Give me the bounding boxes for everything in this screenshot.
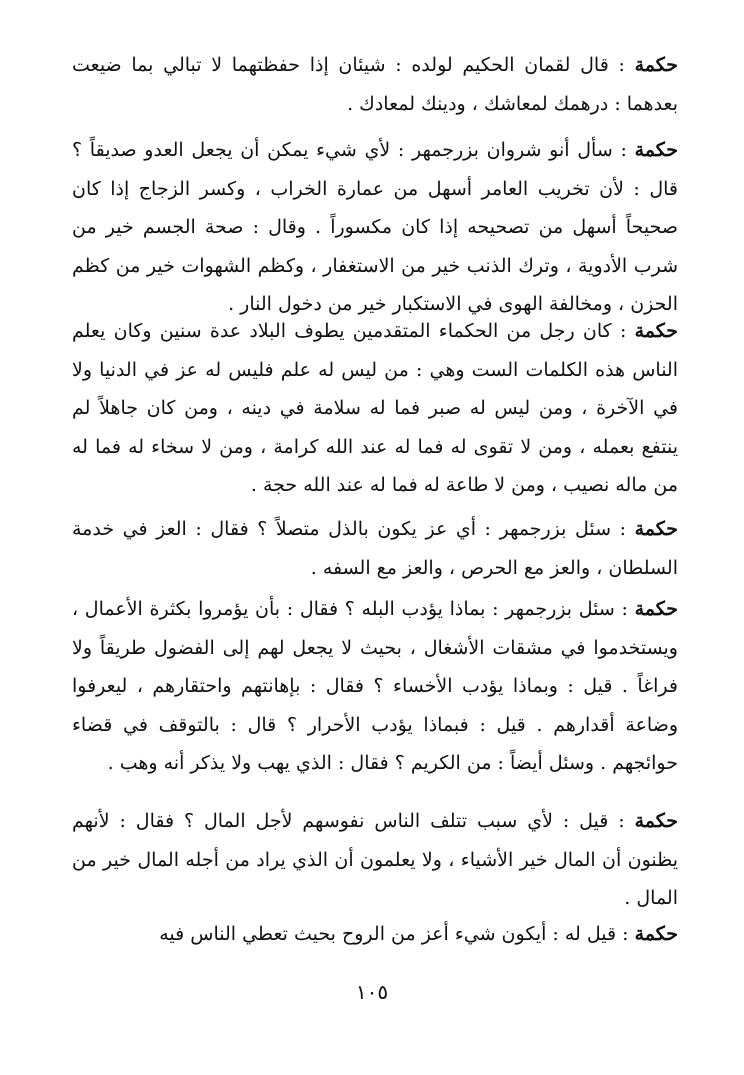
paragraph-label: حكمة [634, 810, 678, 832]
paragraph-label: حكمة [634, 923, 678, 945]
paragraph-label: حكمة [634, 518, 678, 540]
paragraph-text: : قيل له : أيكون شيء أعز من الروح بحيث تعطي الناس فيه [159, 923, 635, 945]
paragraph-3 [65, 312, 678, 505]
paragraph-label: حكمة [634, 320, 678, 342]
paragraph-6 [65, 802, 678, 918]
paragraph-text: : قال لقمان الحكيم لولده : شيئان إذا حفظتهما لا تبالي بما ضيعت بعدهما : درهمك لمعاشك ، ودينك لمعادك . [65, 54, 678, 115]
paragraph-4 [65, 510, 678, 587]
paragraph-text: : كان رجل من الحكماء المتقدمين يطوف البلاد عدة سنين وكان يعلم الناس هذه الكلمات الست وهي : من ليس له علم فليس له عز في الدنيا ولا في الآخرة ، ومن ليس له صبر فما له سلامة في دينه ، ومن كان جاهلاً لم ينتفع بعمله ، ومن لا تقوى له فما له عند الله كرامة ، ومن لا سخاء له فما له من ماله نصيب ، ومن لا طاعة له فما له عند الله حجة . [65, 320, 678, 496]
paragraph-text: : سئل بزرجمهر : بماذا يؤدب البله ؟ فقال : بأن يؤمروا بكثرة الأعمال ، ويستخدموا في مشقات الأشغال ، بحيث لا يجعل لهم إلى الفضول طريقاً ولا فراغاً . قيل : وبماذا يؤدب الأخساء ؟ فقال : بإهانتهم واحتقارهم ، ليعرفوا وضاعة أقدارهم . قيل : فبماذا يؤدب الأحرار ؟ قال : بالتوقف في قضاء حوائجهم . وسئل أيضاً : من الكريم ؟ فقال : الذي يهب ولا يذكر أنه وهب . [65, 598, 678, 774]
page-number: ١٠٥ [355, 980, 389, 1004]
paragraph-text: : سئل بزرجمهر : أي عز يكون بالذل متصلاً ؟ فقال : العز في خدمة السلطان ، والعز مع الحرص ، والعز مع السفه . [65, 518, 678, 579]
paragraph-text: : قيل : لأي سبب تتلف الناس نفوسهم لأجل المال ؟ فقال : لأنهم يظنون أن المال خير الأشياء ، ولا يعلمون أن الذي يراد من أجله المال خير من المال . [65, 810, 678, 909]
paragraph-7 [72, 915, 678, 954]
paragraph-1 [65, 46, 678, 123]
paragraph-5 [65, 590, 678, 783]
paragraph-label: حكمة [634, 139, 678, 161]
paragraph-label: حكمة [634, 54, 678, 76]
paragraph-text: : سأل أنو شروان بزرجمهر : لأي شيء يمكن أن يجعل العدو صديقاً ؟ قال : لأن تخريب العامر أسهل من عمارة الخراب ، وكسر الزجاج إذا كان صحيحاً أسهل من تصحيحه إذا كان مكسوراً . وقال : صحة الجسم خير من شرب الأدوية ، وترك الذنب خير من الاستغفار ، وكظم الشهوات خير من كظم الحزن ، ومخالفة الهوى في الاستكبار خير من دخول النار . [65, 139, 678, 315]
paragraph-label: حكمة [634, 598, 678, 620]
paragraph-2 [65, 131, 678, 324]
